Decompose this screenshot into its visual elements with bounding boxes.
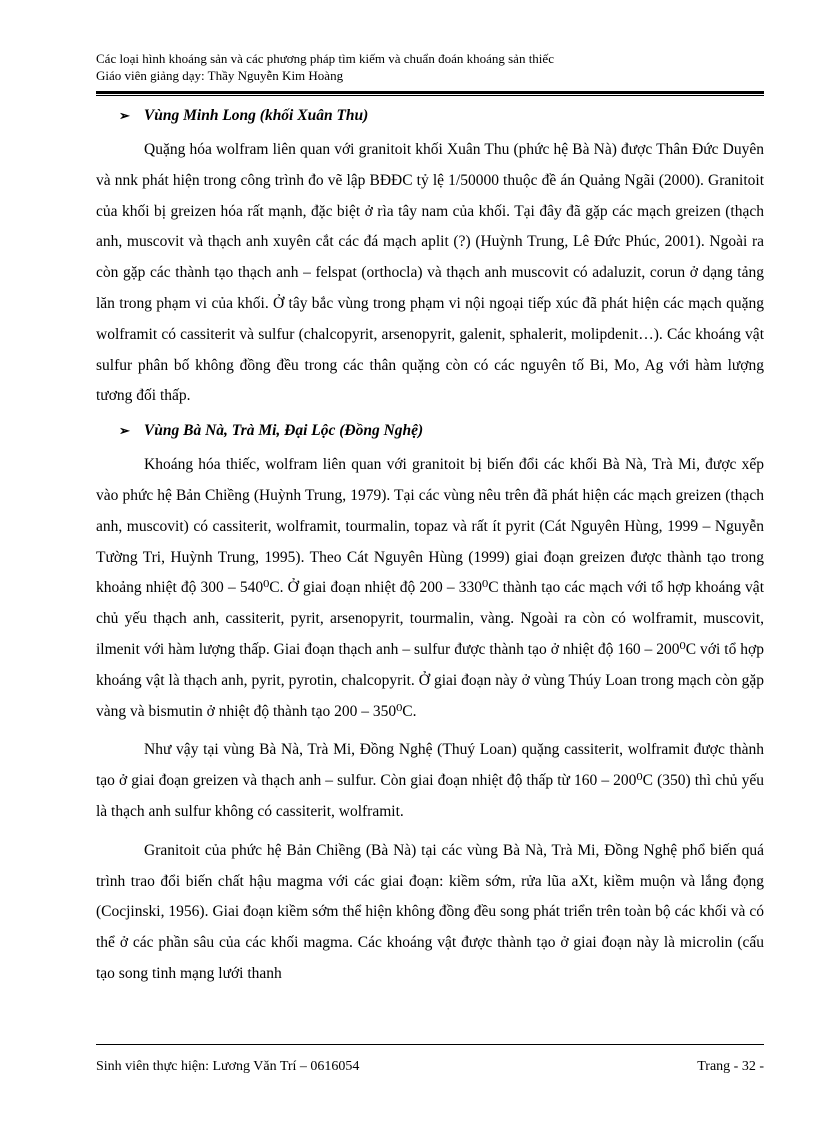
paragraph: Quặng hóa wolfram liên quan với granitoit khối Xuân Thu (phức hệ Bà Nà) được Thân Đức Duyên và nnk phát hiện trong công trình đo vẽ lập BĐĐC tỷ lệ 1/50000 thuộc đề án Quảng Ngãi (2000). Granitoit của khối bị greizen hóa rất mạnh, đặc biệt ở rìa tây nam của khối. Tại đây đã gặp các mạch greizen (thạch anh, muscovit và thạch anh xuyên cắt các đá mạch aplit (?) (Huỳnh Trung, Lê Đức Phúc, 2001). Ngoài ra còn gặp các thành tạo thạch anh – felspat (orthocla) và thạch anh muscovit có adaluzit, corun ở dạng tảng lăn trong phạm vi của khối. Ở tây bắc vùng trong phạm vi nội ngoại tiếp xúc đã phát hiện các mạch quặng wolframit có cassiterit và sulfur (chalcopyrit, arsenopyrit, galenit, sphalerit, molipdenit…). Các khoáng vật sulfur phân bố không đồng đều trong các thân quặng còn có các nguyên tố Bi, Mo, Ag với hàm lượng tương đối thấp. <box>96 141 764 405</box>
document-body <box>96 105 764 998</box>
arrow-bullet-icon: ➢ <box>119 423 130 439</box>
header-divider <box>96 91 764 96</box>
section-heading-minh-long: ➢ Vùng Minh Long (khối Xuân Thu) <box>119 107 369 124</box>
paragraph: Như vậy tại vùng Bà Nà, Trà Mi, Đồng Nghệ (Thuý Loan) quặng cassiterit, wolframit được thành tạo ở giai đoạn greizen và thạch anh – sulfur. Còn giai đoạn nhiệt độ thấp từ 160 – 200⁰C (350) thì chủ yếu là thạch anh sulfur không có cassiterit, wolframit. <box>96 741 764 820</box>
page-number: Trang - 32 - <box>697 1059 764 1074</box>
header-title: Các loại hình khoáng sản và các phương pháp tìm kiếm và chuẩn đoán khoáng sản thiếc <box>96 51 554 66</box>
page-header <box>96 50 764 84</box>
footer-divider <box>96 1044 764 1045</box>
paragraph: Khoáng hóa thiếc, wolfram liên quan với granitoit bị biến đổi các khối Bà Nà, Trà Mi, được xếp vào phức hệ Bản Chiềng (Huỳnh Trung, 1979). Tại các vùng nêu trên đã phát hiện các mạch greizen (thạch anh, muscovit) có cassiterit, wolframit, tourmalin, topaz và rất ít pyrit (Cát Nguyên Hùng, 1999 – Nguyễn Tường Tri, Huỳnh Trung, 1995). Theo Cát Nguyên Hùng (1999) giai đoạn greizen được thành tạo trong khoảng nhiệt độ 300 – 540⁰C. Ở giai đoạn nhiệt độ 200 – 330⁰C thành tạo các mạch với tổ hợp khoáng vật chủ yếu thạch anh, cassiterit, pyrit, arsenopyrit, tourmalin, vàng. Ngoài ra còn có wolframit, muscovit, ilmenit với hàm lượng thấp. Giai đoạn thạch anh – sulfur được thành tạo ở nhiệt độ 160 – 200⁰C với tổ hợp khoáng vật là thạch anh, pyrit, pyrotin, chalcopyrit. Ở giai đoạn này ở vùng Thúy Loan trong mạch còn gặp vàng và bismutin ở nhiệt độ thành tạo 200 – 350⁰C. <box>96 456 764 720</box>
page-footer <box>96 1058 764 1076</box>
arrow-bullet-icon: ➢ <box>119 108 130 123</box>
section-heading-ba-na: ➢ Vùng Bà Nà, Trà Mi, Đại Lộc (Đồng Nghệ) <box>119 422 424 440</box>
footer-author: Sinh viên thực hiện: Lương Văn Trí – 0616054 <box>96 1059 360 1074</box>
paragraph: Granitoit của phức hệ Bản Chiềng (Bà Nà) tại các vùng Bà Nà, Trà Mi, Đồng Nghệ phổ biến quá trình trao đổi biến chất hậu magma với các giai đoạn: kiềm sớm, rửa lũa aXt, kiềm muộn và lắng đọng (Cocjinski, 1956). Giai đoạn kiềm sớm thể hiện không đồng đều song phát triển trên toàn bộ các khối và có thể ở các phần sâu của các khối magma. Các khoáng vật được thành tạo ở giai đoạn này là microlin (cấu tạo song tinh mạng lưới thanh <box>96 841 764 982</box>
header-teacher: Giáo viên giảng dạy: Thầy Nguyễn Kim Hoàng <box>96 68 344 83</box>
